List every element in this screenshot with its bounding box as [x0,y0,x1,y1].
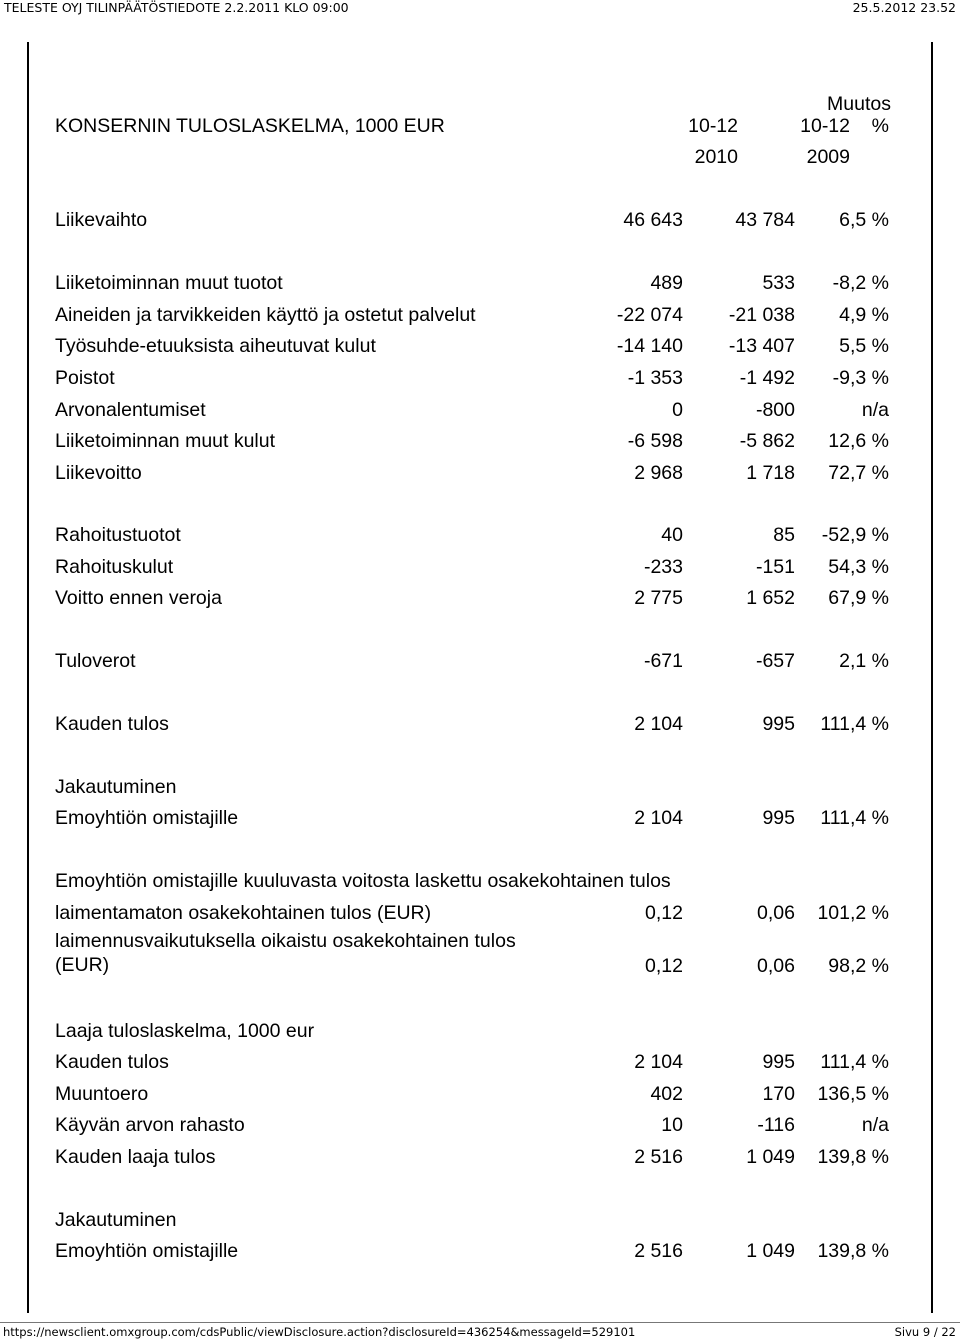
row-label: Liikevoitto [55,462,142,484]
table-row [55,1081,891,1107]
col1-year-header: 2010 [694,146,738,168]
page-header [0,0,960,18]
value-2010: -671 [643,650,683,672]
change-percent: 12,6 % [828,430,889,452]
change-percent: 5,5 % [839,335,889,357]
change-percent: n/a [861,1114,889,1136]
footer-url: https://newsclient.omxgroup.com/cdsPublic/viewDisclosure.action?disclosureId=436254&messageId=529101 [3,1325,636,1339]
value-2010: 2 104 [634,713,683,735]
row-label: Emoyhtiön omistajille kuuluvasta voitosta laskettu osakekohtainen tulos [55,870,671,892]
value-2009: 1 049 [746,1240,795,1262]
value-2009: -1 492 [739,367,795,389]
value-2010: 10 [661,1114,683,1136]
value-2009: -116 [757,1114,795,1136]
table-row [55,302,891,328]
value-2009: 0,06 [757,955,795,977]
table-row [55,711,891,737]
table-row [55,270,891,296]
table-row [55,365,891,391]
row-label: Jakautuminen [55,1209,177,1231]
row-label: Kauden tulos [55,713,169,735]
value-2010: 402 [650,1083,683,1105]
value-2010: -1 353 [627,367,683,389]
value-2010: 489 [650,272,683,294]
row-label: Poistot [55,367,115,389]
table-row [55,1112,891,1138]
row-label: Muuntoero [55,1083,149,1105]
table-row [55,333,891,359]
value-2009: 1 049 [746,1146,795,1168]
table-row [55,868,891,894]
value-2009: 533 [762,272,795,294]
table-row [55,522,891,548]
page-footer [0,1323,960,1339]
value-2010: 2 104 [634,807,683,829]
row-label: Aineiden ja tarvikkeiden käyttö ja ostetut palvelut [55,304,476,326]
value-2010: 2 104 [634,1051,683,1073]
table-row [55,207,891,233]
change-percent: 101,2 % [817,902,889,924]
table-row [55,554,891,580]
value-2010: 2 968 [634,462,683,484]
table-row [55,428,891,454]
table-title: KONSERNIN TULOSLASKELMA, 1000 EUR [55,115,445,137]
row-label: Liikevaihto [55,209,148,231]
header-title: TELESTE OYJ TILINPÄÄTÖSTIEDOTE 2.2.2011 KLO 09:00 [4,0,349,15]
value-2010: 46 643 [623,209,683,231]
table-row [55,1049,891,1075]
value-2009: 995 [762,713,795,735]
col2-year-header: 2009 [806,146,850,168]
change-percent: -9,3 % [832,367,889,389]
value-2010: 2 775 [634,587,683,609]
row-label: Kauden laaja tulos [55,1146,216,1168]
row-label: Tuloverot [55,650,136,672]
row-label: Emoyhtiön omistajille [55,807,239,829]
col3-header-line2: % [871,115,889,137]
table-row [55,1144,891,1170]
value-2009: -21 038 [728,304,795,326]
row-label: Liiketoiminnan muut tuotot [55,272,283,294]
left-border [27,42,29,1313]
value-2009: -800 [755,399,795,421]
table-row [55,929,891,981]
value-2009: 995 [762,807,795,829]
value-2009: 85 [773,524,795,546]
change-percent: 111,4 % [820,807,889,829]
table-row [55,397,891,423]
value-2010: 0 [672,399,683,421]
table-row [55,1238,891,1264]
value-2009: 43 784 [735,209,795,231]
change-percent: 6,5 % [839,209,889,231]
change-percent: -8,2 % [832,272,889,294]
row-label: Työsuhde-etuuksista aiheutuvat kulut [55,335,376,357]
value-2009: 1 718 [746,462,795,484]
change-percent: 2,1 % [839,650,889,672]
value-2010: 2 516 [634,1240,683,1262]
value-2009: 995 [762,1051,795,1073]
row-label: Käyvän arvon rahasto [55,1114,245,1136]
change-percent: 136,5 % [817,1083,889,1105]
row-label: Kauden tulos [55,1051,169,1073]
table-row [55,900,891,926]
table-row [55,774,891,800]
table-row [55,805,891,831]
change-percent: 72,7 % [828,462,889,484]
table-row [55,585,891,611]
value-2010: -14 140 [616,335,683,357]
row-label: Voitto ennen veroja [55,587,222,609]
table-row [55,648,891,674]
table-row [55,460,891,486]
change-percent: -52,9 % [821,524,889,546]
table-row [55,1018,891,1044]
change-percent: 4,9 % [839,304,889,326]
value-2009: -151 [755,556,795,578]
change-percent: 111,4 % [820,1051,889,1073]
row-label: Arvonalentumiset [55,399,206,421]
value-2010: 0,12 [645,955,683,977]
header-timestamp: 25.5.2012 23.52 [852,0,956,15]
value-2010: 40 [661,524,683,546]
value-2010: 2 516 [634,1146,683,1168]
value-2010: -22 074 [616,304,683,326]
change-percent: 67,9 % [828,587,889,609]
row-label: laimennusvaikutuksella oikaistu osakekohtainen tulos (EUR) [55,930,516,976]
row-label: Laaja tuloslaskelma, 1000 eur [55,1020,315,1042]
value-2009: 170 [762,1083,795,1105]
value-2010: 0,12 [645,902,683,924]
value-2009: -13 407 [728,335,795,357]
row-label: laimentamaton osakekohtainen tulos (EUR) [55,902,432,924]
col3-header-line1: Muutos [827,93,891,115]
value-2009: 1 652 [746,587,795,609]
table-row [55,1207,891,1233]
row-label: Emoyhtiön omistajille [55,1240,239,1262]
value-2009: 0,06 [757,902,795,924]
change-percent: n/a [861,399,889,421]
change-percent: 54,3 % [828,556,889,578]
col1-period-header: 10-12 [688,115,738,137]
change-percent: 111,4 % [820,713,889,735]
footer-page-number: Sivu 9 / 22 [894,1325,956,1339]
row-label: Jakautuminen [55,776,177,798]
col2-period-header: 10-12 [800,115,850,137]
value-2010: -6 598 [627,430,683,452]
right-border [931,42,933,1313]
row-label: Liiketoiminnan muut kulut [55,430,276,452]
value-2009: -5 862 [739,430,795,452]
row-label: Rahoitustuotot [55,524,181,546]
value-2009: -657 [755,650,795,672]
change-percent: 139,8 % [817,1146,889,1168]
change-percent: 139,8 % [817,1240,889,1262]
value-2010: -233 [643,556,683,578]
row-label: Rahoituskulut [55,556,174,578]
change-percent: 98,2 % [828,955,889,977]
